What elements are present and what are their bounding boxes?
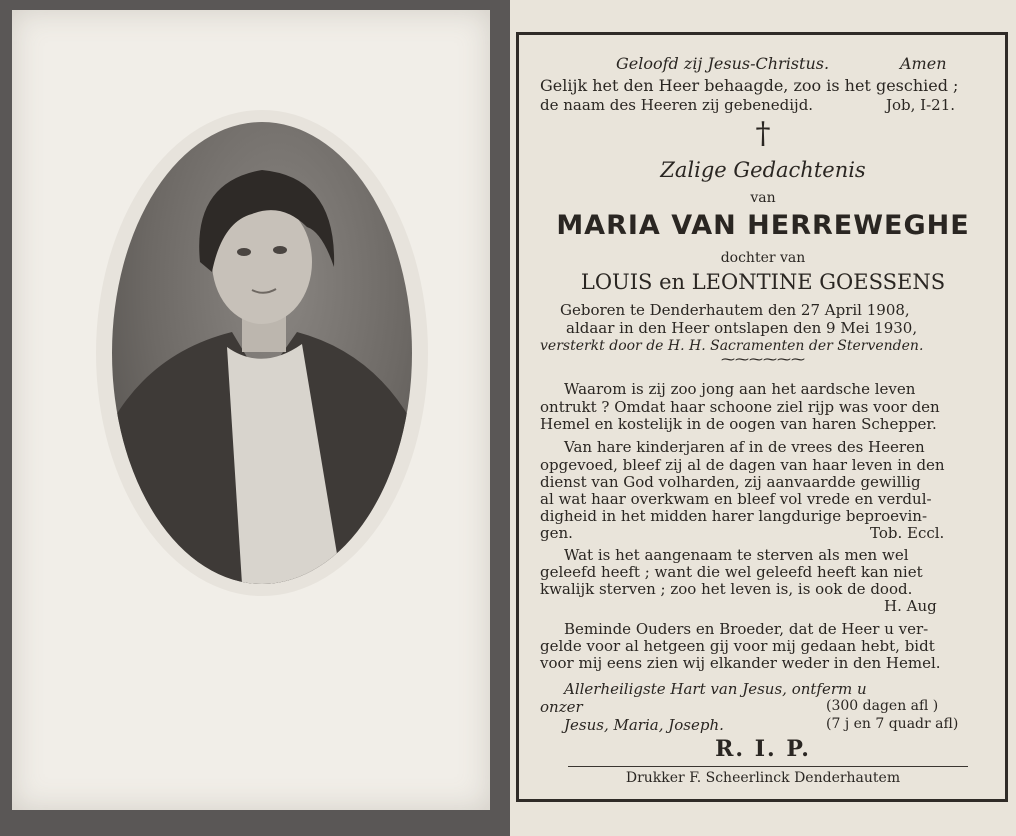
para2-line-2: opgevoed, bleef zij al de dagen van haar leven in den: [540, 456, 945, 474]
printer-line: Drukker F. Scheerlinck Denderhautem: [625, 770, 901, 786]
para4-line-1: Beminde Ouders en Broeder, dat de Heer u ver-: [564, 620, 929, 638]
zalige-gedachtenis: Zalige Gedachtenis: [660, 158, 866, 182]
portrait-figure: [112, 122, 412, 584]
para4-line-2: gelde voor al hetgeen gij voor mij gedaan hebt, bidt: [540, 637, 935, 655]
para4-line-3: voor mij eens zien wij elkander weder in den Hemel.: [540, 654, 941, 672]
dochter-label: dochter van: [720, 250, 806, 266]
portrait-photo: [112, 122, 412, 584]
para1-line-3: Hemel en kostelijk in de oogen van haren Schepper.: [540, 415, 937, 433]
right-card: [510, 0, 1016, 836]
cross-icon: †: [755, 116, 771, 151]
sacraments-line: versterkt door de H. H. Sacramenten der Stervenden.: [540, 338, 924, 354]
header-line-2: Gelijk het den Heer behaagde, zoo is het geschied ;: [540, 76, 959, 95]
para1-line-2: ontrukt ? Omdat haar schoone ziel rijp was voor den: [540, 398, 940, 416]
van-label: van: [750, 190, 776, 206]
para3-line-3: kwalijk sterven ; zoo het leven is, is ook de dood.: [540, 580, 913, 598]
printer-rule: [568, 766, 968, 767]
prayer-indulgence-2: (7 j en 7 quadr afl): [826, 716, 959, 732]
ornament-divider: ⁓⁓⁓⁓⁓⁓: [721, 352, 805, 368]
left-card: [12, 10, 490, 810]
para2-line-5: digheid in het midden harer langdurige beproevin-: [540, 507, 928, 525]
rip-text: R. I. P.: [715, 736, 811, 762]
header-line-1: Geloofd zij Jesus-Christus.: [616, 54, 830, 73]
para1-line-1: Waarom is zij zoo jong aan het aardsche leven: [564, 380, 916, 398]
para3-line-1: Wat is het aangenaam te sterven als men wel: [564, 546, 909, 564]
para2-reference: Tob. Eccl.: [870, 524, 945, 542]
deceased-name: MARIA VAN HERREWEGHE: [556, 210, 970, 241]
para3-line-2: geleefd heeft ; want die wel geleefd heeft kan niet: [540, 563, 923, 581]
para2-line-4: al wat haar overkwam en bleef vol vrede en verdul-: [540, 490, 932, 508]
prayer-line-1: Allerheiligste Hart van Jesus, ontferm u: [564, 680, 867, 698]
header-amen: Amen: [900, 54, 947, 73]
death-line: aldaar in den Heer ontslapen den 9 Mei 1930,: [566, 319, 918, 337]
prayer-line-2: onzer: [540, 698, 583, 716]
para2-line-3: dienst van God volharden, zij aanvaardde gewillig: [540, 473, 921, 491]
birth-line: Geboren te Denderhautem den 27 April 1908,: [560, 301, 910, 319]
prayer-line-3: Jesus, Maria, Joseph.: [564, 716, 724, 734]
parents-names: LOUIS en LEONTINE GOESSENS: [580, 270, 946, 294]
header-line-3: de naam des Heeren zij gebenedijd.: [540, 96, 814, 114]
para2-line-6: gen.: [540, 524, 573, 542]
prayer-indulgence-1: (300 dagen afl ): [826, 698, 939, 714]
para3-reference: H. Aug: [884, 597, 937, 615]
para2-line-1: Van hare kinderjaren af in de vrees des Heeren: [564, 438, 925, 456]
header-job-ref: Job, I-21.: [886, 96, 956, 114]
